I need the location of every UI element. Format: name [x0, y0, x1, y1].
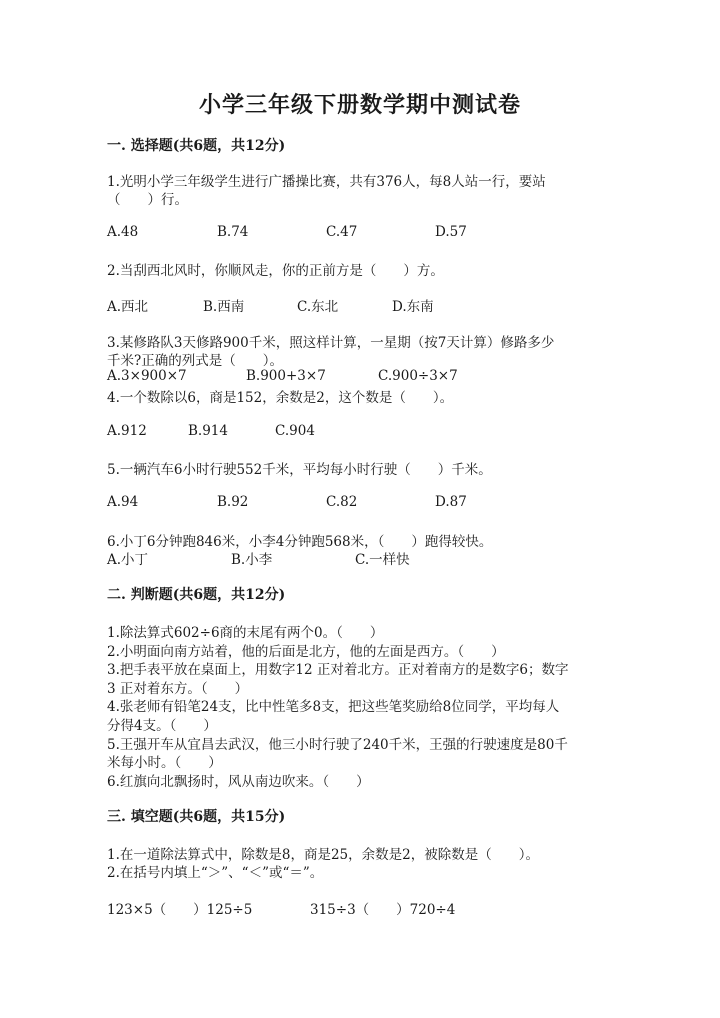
page-title: 小学三年级下册数学期中测试卷	[198, 92, 521, 118]
question-text: 1.在一道除法算式中，除数是8，商是25，余数是2，被除数是（ ）。	[107, 847, 539, 863]
statement-text: 3 正对着东方。（ ）	[107, 681, 249, 697]
question-text: 千米?正确的列式是（ ）。	[107, 353, 283, 369]
section-heading-judgement: 二. 判断题(共6题，共12分)	[107, 587, 286, 603]
section-heading-choice: 一. 选择题(共6题，共12分)	[107, 138, 286, 154]
option: D.57	[435, 224, 467, 240]
comparison-expression: 315÷3（ ）720÷4	[310, 902, 456, 918]
option: D.东南	[392, 299, 434, 315]
option: B.92	[217, 494, 249, 510]
option: C.82	[326, 494, 358, 510]
option: C.900÷3×7	[378, 368, 458, 384]
option: D.87	[435, 494, 467, 510]
options-row	[107, 295, 627, 315]
option: A.西北	[107, 299, 149, 315]
question-text: 6.小丁6分钟跑846米，小李4分钟跑568米，（ ）跑得较快。	[107, 534, 493, 550]
option: A.48	[107, 224, 139, 240]
question-text: 4.一个数除以6，商是152，余数是2，这个数是（ ）。	[107, 390, 454, 406]
options-row	[107, 494, 627, 514]
option: B.西南	[203, 299, 245, 315]
question-text: 2.当刮西北风时，你顺风走，你的正前方是（ ）方。	[107, 263, 444, 279]
option: C.904	[275, 423, 315, 439]
question-text: 2.在括号内填上“＞”、“＜”或“＝”。	[107, 865, 324, 881]
question-text: （ ）行。	[107, 192, 188, 208]
expressions-row	[107, 898, 627, 918]
statement-text: 3.把手表平放在桌面上，用数字12 正对着北方。正对着南方的是数字6；数字	[107, 662, 569, 678]
statement-text: 5.王强开车从宜昌去武汉，他三小时行驶了240千米，王强的行驶速度是80千	[107, 737, 568, 753]
section-heading-fill: 三. 填空题(共6题，共15分)	[107, 809, 286, 825]
statement-text: 1.除法算式602÷6商的末尾有两个0。（ ）	[107, 625, 384, 641]
option: B.小李	[231, 552, 273, 568]
statement-text: 分得4支。（ ）	[107, 718, 217, 734]
statement-text: 2.小明面向南方站着，他的后面是北方，他的左面是西方。（ ）	[107, 644, 505, 660]
option: A.912	[107, 423, 147, 439]
options-row	[107, 548, 627, 568]
statement-text: 米每小时。（ ）	[107, 755, 222, 771]
option: C.东北	[297, 299, 339, 315]
option: A.3×900×7	[107, 368, 187, 384]
option: B.900+3×7	[246, 368, 326, 384]
options-row	[107, 423, 627, 443]
option: A.小丁	[107, 552, 149, 568]
option: C.一样快	[355, 552, 410, 568]
option: C.47	[326, 224, 358, 240]
option: B.914	[188, 423, 228, 439]
question-text: 5.一辆汽车6小时行驶552千米，平均每小时行驶（ ）千米。	[107, 462, 492, 478]
option: B.74	[217, 224, 249, 240]
statement-text: 6.红旗向北飘扬时，风从南边吹来。（ ）	[107, 774, 370, 790]
question-text: 1.光明小学三年级学生进行广播操比赛，共有376人，每8人站一行，要站	[107, 174, 546, 190]
options-row	[107, 224, 627, 244]
question-text: 3.某修路队3天修路900千米，照这样计算，一星期（按7天计算）修路多少	[107, 335, 555, 351]
comparison-expression: 123×5（ ）125÷5	[107, 902, 253, 918]
statement-text: 4.张老师有铅笔24支，比中性笔多8支，把这些笔奖励给8位同学，平均每人	[107, 699, 560, 715]
options-row	[107, 368, 627, 388]
option: A.94	[107, 494, 139, 510]
